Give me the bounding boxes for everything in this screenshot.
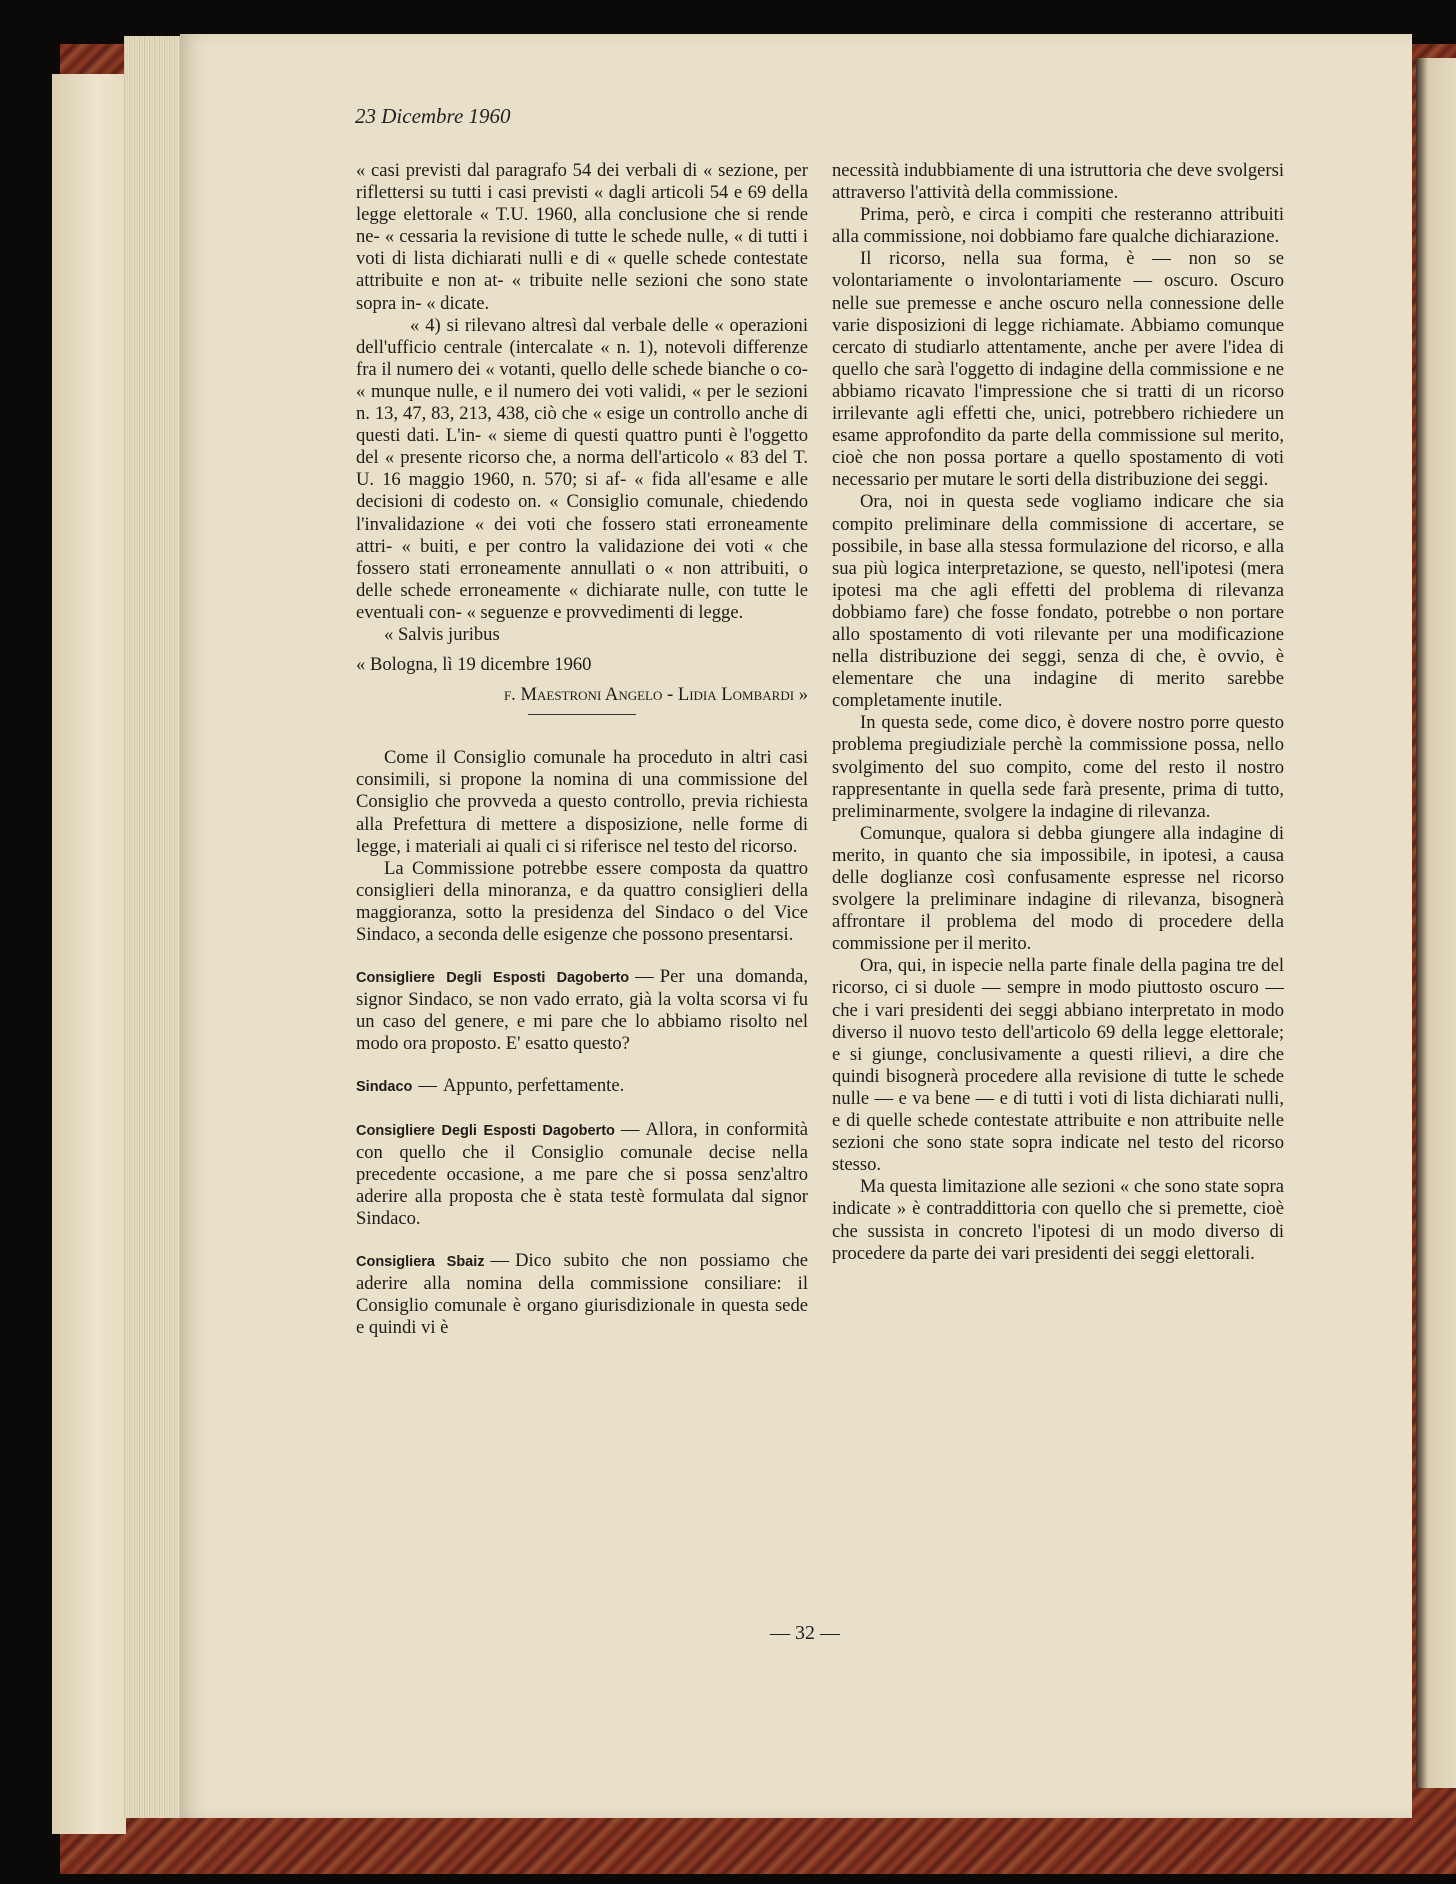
page-number: — 32 — xyxy=(770,1622,840,1644)
speech-entry xyxy=(356,1250,808,1339)
left-column xyxy=(356,160,808,1339)
speech-entry xyxy=(356,1075,808,1098)
quote-paragraph: « casi previsti dal paragrafo 54 dei verbali di « sezione, per riflettersi su tutti i casi previsti « dagli articoli 54 e 69 della legge elettorale « T.U. 1960, alla conclusione che si rende ne- « cessaria la revisione di tutte le schede nulle, « di tutti i voti di lista dichiarati nulli e di « quelle schede contestate attribuite e non at- « tribuite nelle sezioni che sono state sopra in- « dicate. xyxy=(356,160,808,314)
body-paragraph: Comunque, qualora si debba giungere alla indagine di merito, in quanto che sia impossibile, in ipotesi, a causa delle doglianze così confusamente espresse nel ricorso svolgere la preliminare indagine di rilevanza, bisognerà affrontare il problema del modo di procedere della commissione per il merito. xyxy=(832,822,1284,955)
speech-text: Per una domanda, signor Sindaco, se non vado errato, già la volta scorsa vi fu un caso del genere, e mi pare che lo abbiamo risolto nel modo ora proposto. E' esatto questo? xyxy=(356,966,809,1055)
body-paragraph: Prima, però, e circa i compiti che resteranno attribuiti alla commissione, noi dobbiamo fare qualche dichiarazione. xyxy=(832,204,1284,248)
speech-dash: — xyxy=(635,966,654,988)
quote-closing: « Salvis juribus xyxy=(384,623,500,645)
speech-dash: — xyxy=(418,1075,437,1097)
speech-text: Appunto, perfettamente. xyxy=(443,1075,625,1097)
section-divider xyxy=(528,714,636,715)
speaker-name: Consigliere Degli Esposti Dagoberto xyxy=(356,1122,615,1139)
speaker-name: Sindaco xyxy=(356,1079,413,1096)
binding-board xyxy=(52,74,126,1834)
speech-entry xyxy=(356,966,808,1055)
speaker-name: Consigliere Degli Esposti Dagoberto xyxy=(356,970,630,987)
body-paragraph: La Commissione potrebbe essere composta da quattro consiglieri della minoranza, e da quattro consiglieri della maggioranza, sotto la presidenza del Sindaco o del Vice Sindaco, a seconda delle esigenze che possono presentarsi. xyxy=(356,857,808,945)
speech-dash: — xyxy=(490,1250,510,1272)
speech-text: Allora, in conformità con quello che il Consiglio comunale decise nella precedente occasione, a me pare che si possa senz'altro aderire alla proposta che è stata testè formulata dal signor Sindaco. xyxy=(356,1118,809,1229)
body-paragraph: In questa sede, come dico, è dovere nostro porre questo problema pregiudiziale perchè la commissione possa, nello svolgimento del suo compito, come del resto il nostro rappresentante in quella sede farà presente, prima di tutto, preliminarmente, svolgere la indagine di rilevanza. xyxy=(832,712,1284,822)
body-paragraph: Il ricorso, nella sua forma, è — non so se volontariamente o involontariamente — oscuro. Oscuro nelle sue premesse e anche oscuro nella connessione delle varie disposizioni di legge richiamate. Abbiamo comunque cercato di studiarlo attentamente, anche per avere l'idea di quello che sarà l'oggetto di indagine della commissione e ne abbiamo ricavato l'impressione che si tratti di un ricorso irrilevante agli effetti che, unici, potrebbero richiedere un esame approfondito da parte della commissione sul merito, cioè che non possa portare a quello spostamento di voti necessario per mutare le sorti della distribuzione dei seggi. xyxy=(832,248,1284,491)
body-paragraph: Ora, qui, in ispecie nella parte finale della pagina tre del ricorso, ci si duole — sempre in modo piuttosto oscuro — che i vari presidenti dei seggi abbiano interpretato in modo diverso il nuovo testo dell'articolo 69 della legge elettorale; e si giunge, conclusivamente a questi rilievi, a dire che quindi bisognerà procedere alla revisione di tutte le schede nulle — e va bene — e di tutti i voti di lista dichiarati nulli, e di quelle schede contestate attribuite e non attribuite nelle sezioni che sono state sopra indicate nel testo del ricorso stesso. xyxy=(832,955,1284,1176)
speech-text: Dico subito che non possiamo che aderire alla nomina della commissione consiliare: il Consiglio comunale è organo giurisdizionale in questa sede e quindi vi è xyxy=(356,1250,808,1339)
body-paragraph: necessità indubbiamente di una istruttoria che deve svolgersi attraverso l'attività della commissione. xyxy=(832,160,1284,204)
speaker-name: Consigliera Sbaiz xyxy=(356,1254,485,1271)
page-header-date: 23 Dicembre 1960 xyxy=(355,104,511,128)
quote-paragraph: « 4) si rilevano altresì dal verbale delle « operazioni dell'ufficio centrale (intercalate « n. 1), notevoli differenze fra il numero dei « votanti, quello delle schede bianche o co- « munque nulle, e il numero dei voti validi, « per le sezioni n. 13, 47, 83, 213, 438, ciò che « esige un controllo anche di questi dati. L'in- « sieme di questi quattro punti è l'oggetto del « presente ricorso che, a norma dell'articolo « 83 del T. U. 16 maggio 1960, n. 570; si af- « fida all'esame e alle decisioni di codesto on. « Consiglio comunale, chiedendo l'invalidazione « dei voti che fossero stati erroneamente attri- « buiti, e per contro la validazione dei voti « che fossero stati erroneamente annullati o « non attribuiti, o delle schede erroneamente « dichiarate nulle, con tutte le eventuali con- « seguenze e provvedimenti di legge. xyxy=(356,314,808,623)
speech-dash: — xyxy=(620,1118,640,1140)
body-paragraph: Ma questa limitazione alle sezioni « che sono state sopra indicate » è contraddittoria con quello che si premette, cioè che sussista in concreto l'ipotesi di un modo diverso di procedere da parte dei vari presidenti dei seggi elettorali. xyxy=(832,1176,1284,1264)
quote-place-date: « Bologna, lì 19 dicembre 1960 xyxy=(356,654,592,676)
next-page-edge xyxy=(1416,58,1456,1788)
signature: f. Maestroni Angelo - Lidia Lombardi » xyxy=(503,684,808,706)
right-column xyxy=(832,160,1284,1265)
body-paragraph: Ora, noi in questa sede vogliamo indicare che sia compito preliminare della commissione di accertare, se possibile, in base alla stessa formulazione del ricorso, e alla sua più logica interpretazione, se questo, nell'ipotesi (mera ipotesi ma che agli effetti del problema di rilevanza dobbiamo fare) che fosse fondato, potrebbe o non portare allo spostamento di voti rilevante per una modificazione nella distribuzione dei seggi, senza di che, è ovvio, è elementare che una indagine di merito sarebbe completamente inutile. xyxy=(832,491,1284,712)
body-paragraph: Come il Consiglio comunale ha proceduto in altri casi consimili, si propone la nomina di una commissione del Consiglio che provveda a questo controllo, previa richiesta alla Prefettura di mettere a disposizione, nelle forme di legge, i materiali ai quali ci si riferisce nel testo del ricorso. xyxy=(356,747,808,857)
speech-entry xyxy=(356,1119,808,1230)
